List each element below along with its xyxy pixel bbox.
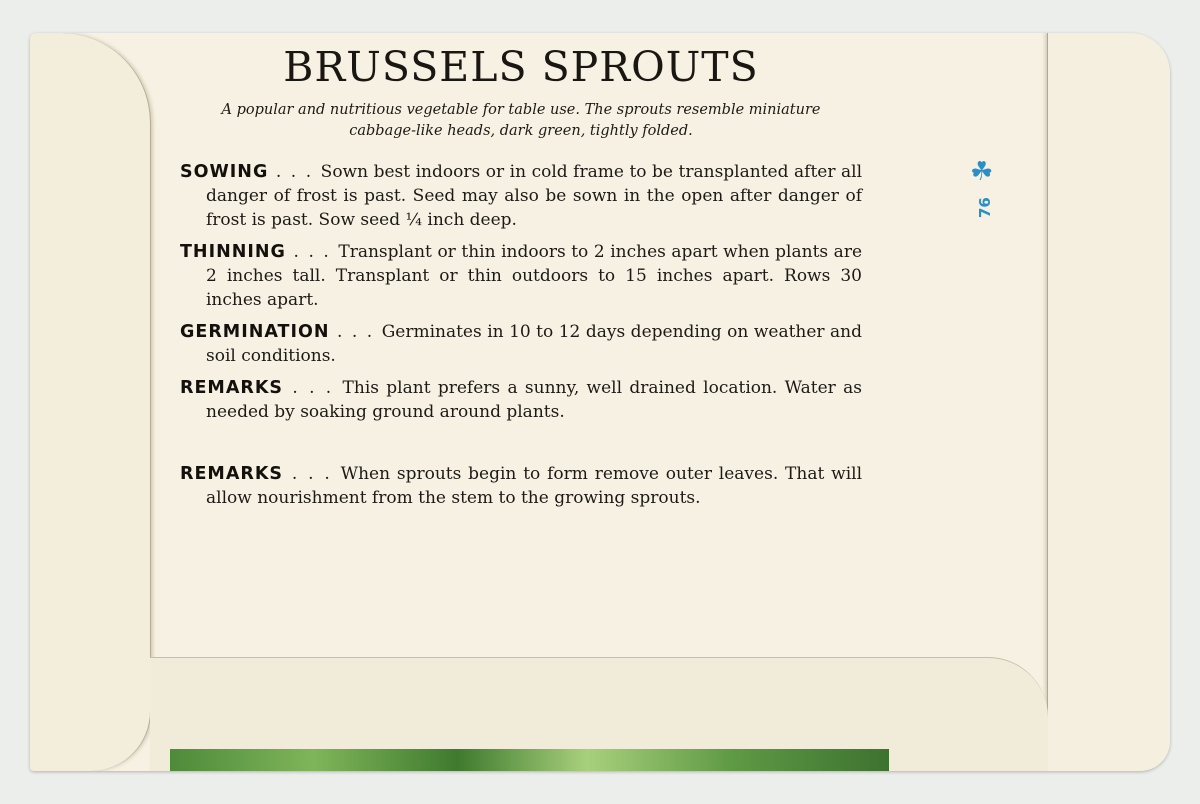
- section-thinning: [180, 240, 862, 312]
- section-dots: . . .: [283, 464, 341, 484]
- packet-subtitle: A popular and nutritious vegetable for table use. The sprouts resemble miniature cabbage-like heads, dark green, tightly folded.: [221, 102, 821, 139]
- section-dots: . . .: [283, 378, 343, 398]
- section-dots: . . .: [285, 242, 339, 262]
- section-text: Sown best indoors or in cold frame to be transplanted after all danger of frost is past. Seed may also be sown in the open after danger of frost is past. Sow seed ¼ inch deep.: [206, 162, 863, 230]
- section-remarks-1: [180, 376, 862, 424]
- packet-instructions: [180, 40, 862, 510]
- section-label: SOWING: [180, 162, 269, 182]
- section-text: When sprouts begin to form remove outer leaves. That will allow nourishment from the stem to the growing sprouts.: [206, 464, 863, 508]
- right-flap: [1047, 33, 1170, 771]
- packet-code-number: 76: [976, 197, 994, 218]
- section-label: THINNING: [180, 242, 286, 262]
- section-text: This plant prefers a sunny, well drained location. Water as needed by soaking ground around plants.: [206, 378, 862, 422]
- section-label: REMARKS: [180, 378, 284, 398]
- left-flap: [30, 33, 151, 771]
- trefoil-icon: ☘: [970, 157, 994, 187]
- section-label: REMARKS: [180, 464, 284, 484]
- section-dots: . . .: [329, 322, 382, 342]
- section-text: Transplant or thin indoors to 2 inches apart when plants are 2 inches tall. Transplant or thin outdoors to 15 inches apart. Rows 30 inches apart.: [206, 242, 863, 310]
- packet-code: [970, 158, 1010, 228]
- section-dots: . . .: [268, 162, 321, 182]
- section-text: Germinates in 10 to 12 days depending on weather and soil conditions.: [206, 322, 862, 366]
- section-remarks-2: [180, 462, 862, 510]
- section-label: GERMINATION: [180, 322, 330, 342]
- front-photo-edge: [170, 749, 889, 771]
- packet-title: BRUSSELS SPROUTS: [283, 43, 759, 91]
- section-sowing: [180, 160, 862, 232]
- section-germination: [180, 320, 862, 368]
